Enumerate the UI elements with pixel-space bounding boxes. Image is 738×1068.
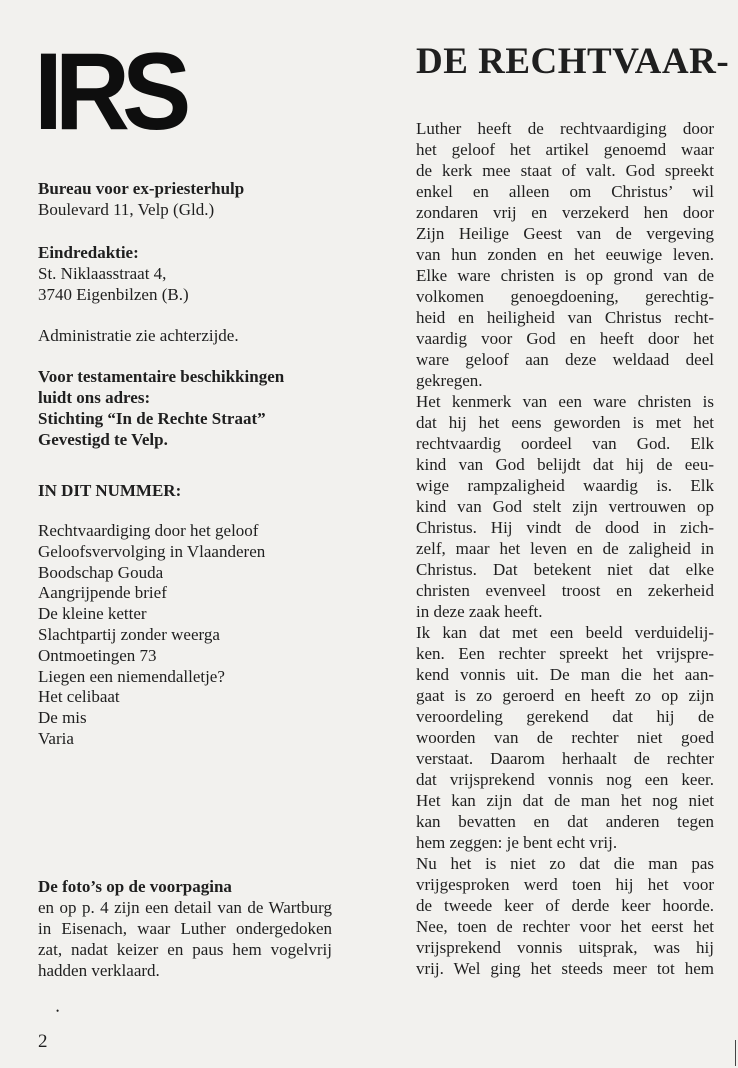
article-line: kind van God stelt zijn vertrouwen op xyxy=(416,497,714,516)
administratie-note: Administratie zie achterzijde. xyxy=(38,326,239,345)
article-line: gekregen. xyxy=(416,371,483,390)
article-line: de tweede keer of derde keer hoorde. xyxy=(416,896,714,915)
article-line: kind van God belijdt dat hij de eeu- xyxy=(416,455,714,474)
redaktie-heading: Eindredaktie: xyxy=(38,243,139,262)
redaktie-block xyxy=(38,242,343,305)
article-line: Christus. Dat betekent niet dat elke xyxy=(416,560,714,579)
left-column xyxy=(34,31,343,767)
article-line: enkel en alleen om Christus’ wil xyxy=(416,182,714,201)
article-line: christen evenveel troost en zekerheid xyxy=(416,581,714,600)
contents-item: Boodschap Gouda xyxy=(38,562,164,582)
article-line: de kerk mee staat of valt. God spreekt xyxy=(416,161,714,180)
testament-line-1: Voor testamentaire beschikkingen xyxy=(38,367,285,386)
contents-item: Geloofsvervolging in Vlaanderen xyxy=(38,541,266,561)
article-line: gaat is zo geroerd en heeft zo op zijn xyxy=(416,686,714,705)
article-line: vaardig voor God en heeft door het xyxy=(416,329,714,348)
article-line: Zijn Heilige Geest van de vergeving xyxy=(416,224,714,243)
contents-item: Varia xyxy=(38,728,74,748)
testament-line-4: Gevestigd te Velp. xyxy=(38,430,168,449)
article-line: Nu het is niet zo dat die man pas xyxy=(416,854,714,873)
testament-line-3: Stichting “In de Rechte Straat” xyxy=(38,409,266,428)
article-line: zelf, maar het leven en de zaligheid in xyxy=(416,539,714,558)
page-edge-mark xyxy=(735,1040,736,1066)
article-line: kend vonnis uit. De man die het aan- xyxy=(416,665,714,684)
article-line: het geloof het artikel genoemd waar xyxy=(416,140,714,159)
article-line: Nee, toen de rechter voor het eerst het xyxy=(416,917,714,936)
testament-line-2: luidt ons adres: xyxy=(38,388,151,407)
contents-list xyxy=(38,521,343,750)
article-line: ware geloof aan deze weldaad deel xyxy=(416,350,714,369)
bureau-block xyxy=(38,178,343,220)
article-line: dat vrijsprekend vonnis nog een keer. xyxy=(416,770,714,789)
page-number: 2 xyxy=(38,1031,48,1052)
article-column xyxy=(416,40,730,979)
article-line: verstaat. Daarom herhaalt de rechter xyxy=(416,749,714,768)
irs-logo: IRS xyxy=(34,31,184,154)
article-line: heid en heiligheid van Christus recht- xyxy=(416,308,714,327)
article-line: rechtvaardig oordeel van God. Elk xyxy=(416,434,714,453)
contents-item: Het celibaat xyxy=(38,687,120,707)
article-line: dat hij het eens geworden is met het xyxy=(416,413,714,432)
article-line: Christus. Hij vindt de dood in zich- xyxy=(416,518,714,537)
contents-item: Liegen een niemendalletje? xyxy=(38,666,225,686)
article-line: vrijgesproken werd toen hij het voor xyxy=(416,875,714,894)
contents-item: Rechtvaardiging door het geloof xyxy=(38,521,259,540)
contents-item: Aangrijpende brief xyxy=(38,583,167,603)
photo-caption-text: en op p. 4 zijn een detail van de Wartburg in Eisenach, waar Luther ondergedoken zat, nadat keizer en paus hem vogelvrij hadden verklaard. xyxy=(38,898,332,980)
bureau-name: Bureau voor ex-priesterhulp xyxy=(38,179,245,198)
testament-block xyxy=(38,366,343,450)
article-body xyxy=(416,118,714,979)
article-line: woorden van de rechter niet goed xyxy=(416,728,714,747)
article-line: Ik kan dat met een beeld verduidelij- xyxy=(416,623,714,642)
contents-item: Ontmoetingen 73 xyxy=(38,645,157,665)
contents-item: De kleine ketter xyxy=(38,604,147,624)
bureau-address: Boulevard 11, Velp (Gld.) xyxy=(38,200,215,219)
contents-item: Slachtpartij zonder weerga xyxy=(38,624,220,644)
article-line: vrij. Wel ging het steeds meer tot hem xyxy=(416,959,714,978)
article-line: volkomen genoegdoening, gerechtig- xyxy=(416,287,714,306)
contents-item: De mis xyxy=(38,708,87,728)
article-line: in deze zaak heeft. xyxy=(416,602,543,621)
article-line: Het kan zijn dat de man het nog niet xyxy=(416,791,714,810)
redaktie-street: St. Niklaasstraat 4, xyxy=(38,264,167,283)
article-line: veroordeling gerekend dat hij de xyxy=(416,707,714,726)
article-line: ken. Een rechter spreekt het vrijspre- xyxy=(416,644,714,663)
bullet-mark: • xyxy=(56,1006,60,1016)
article-line: Elke ware christen is op grond van de xyxy=(416,266,714,285)
photo-caption-heading: De foto’s op de voorpagina xyxy=(38,877,232,896)
article-line: van hun zonden en het eeuwige leven. xyxy=(416,245,714,264)
article-line: kan bevatten en dat anderen tegen xyxy=(416,812,714,831)
contents-heading: IN DIT NUMMER: xyxy=(38,481,182,500)
article-title: DE RECHTVAAR- xyxy=(416,41,730,82)
photo-caption xyxy=(38,876,332,981)
article-line: wige rampzaligheid waardig is. Elk xyxy=(416,476,714,495)
article-line: vrijsprekend vonnis uitsprak, was hij xyxy=(416,938,714,957)
article-line: Luther heeft de rechtvaardiging door xyxy=(416,119,714,138)
article-line: hem zeggen: je bent echt vrij. xyxy=(416,833,618,852)
article-line: zondaren vrij en verzekerd hen door xyxy=(416,203,714,222)
redaktie-city: 3740 Eigenbilzen (B.) xyxy=(38,285,189,304)
article-line: Het kenmerk van een ware christen is xyxy=(416,392,714,411)
